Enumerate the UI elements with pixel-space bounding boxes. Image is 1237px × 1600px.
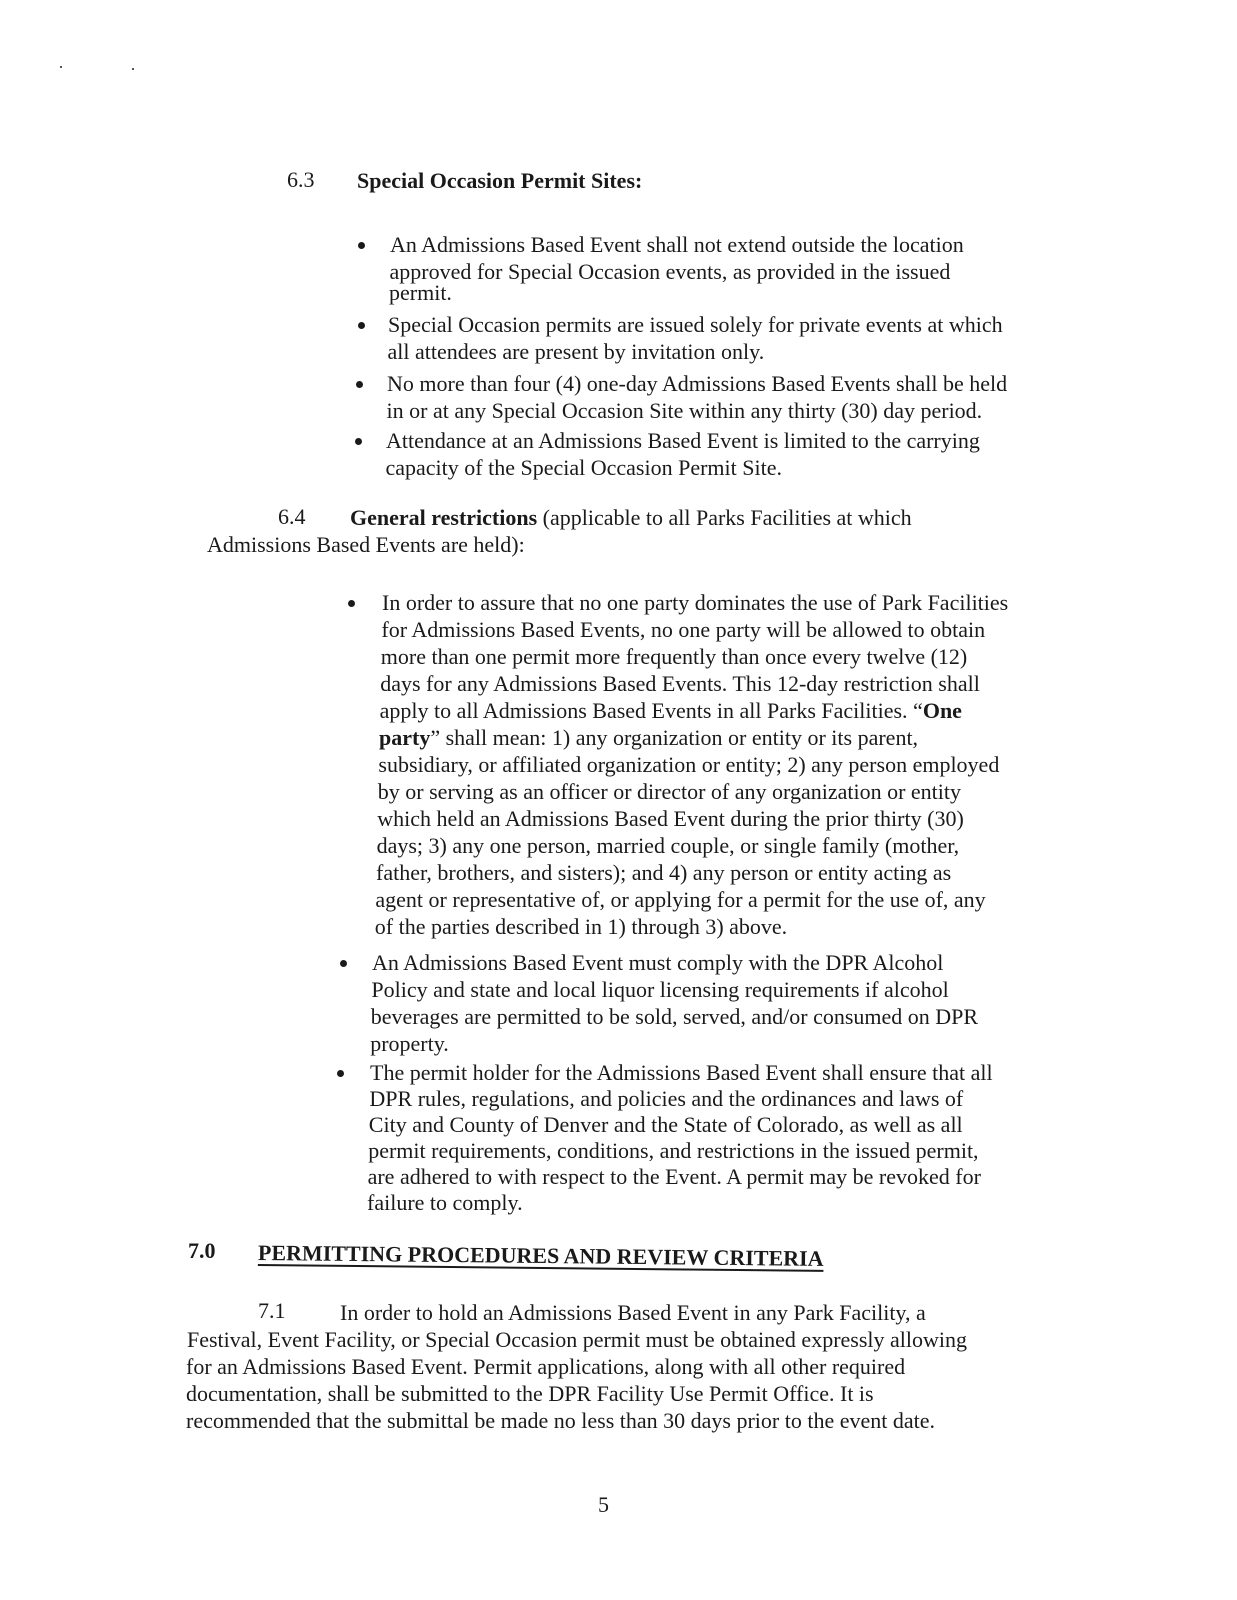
scan-speck [60, 66, 62, 68]
bullet-line: permit requirements, conditions, and restrictions in the issued permit, [368, 1138, 979, 1163]
bullet-line: capacity of the Special Occasion Permit Site. [385, 455, 782, 480]
bullet-line: in or at any Special Occasion Site within any thirty (30) day period. [386, 398, 983, 423]
bullet-line: agent or representative of, or applying for a permit for the use of, any [375, 887, 986, 912]
bullet-icon [358, 322, 365, 329]
bullet-line: In order to assure that no one party dominates the use of Park Facilities [382, 590, 1009, 615]
section-6-4-title: General restrictions [350, 505, 538, 530]
bullet-line: of the parties described in 1) through 3) above. [374, 914, 788, 939]
section-6-4-intro [350, 505, 912, 531]
section-7-0-number: 7.0 [188, 1238, 216, 1263]
section-7-0-title: PERMITTING PROCEDURES AND REVIEW CRITERIA [257, 1240, 824, 1271]
bullet-line: Special Occasion permits are issued solely for private events at which [388, 312, 1003, 337]
paragraph-line: In order to hold an Admissions Based Event in any Park Facility, a [340, 1300, 926, 1325]
bullet-line: failure to comply. [367, 1190, 523, 1215]
bullet-icon [340, 960, 347, 967]
bullet-line: for Admissions Based Events, no one party will be allowed to obtain [381, 617, 986, 642]
paragraph-line: for an Admissions Based Event. Permit applications, along with all other required [186, 1354, 906, 1379]
section-6-3-number: 6.3 [287, 167, 315, 192]
bullet-line: father, brothers, and sisters); and 4) any person or entity acting as [376, 860, 952, 885]
bullet-line: Attendance at an Admissions Based Event is limited to the carrying [386, 428, 980, 453]
section-7-1-number: 7.1 [258, 1298, 286, 1323]
bullet-icon [355, 438, 362, 445]
bullet-line: permit. [389, 280, 452, 305]
paragraph-line: recommended that the submittal be made no less than 30 days prior to the event date. [186, 1408, 936, 1433]
bullet-icon [337, 1070, 344, 1077]
section-6-4-number: 6.4 [278, 504, 306, 529]
bullet-line: City and County of Denver and the State of Colorado, as well as all [368, 1112, 963, 1137]
bullet-line: subsidiary, or affiliated organization or entity; 2) any person employed [378, 752, 1000, 777]
page-number: 5 [598, 1492, 609, 1517]
bullet-line [379, 725, 918, 751]
paragraph-line: documentation, shall be submitted to the DPR Facility Use Permit Office. It is [186, 1381, 874, 1406]
bullet-line: An Admissions Based Event must comply with the DPR Alcohol [372, 950, 944, 975]
bullet-line: are adhered to with respect to the Event. A permit may be revoked for [367, 1164, 981, 1189]
bullet-line: days for any Admissions Based Events. This 12-day restriction shall [380, 671, 980, 696]
bullet-line: DPR rules, regulations, and policies and the ordinances and laws of [369, 1086, 964, 1111]
paragraph-line: Festival, Event Facility, or Special Occasion permit must be obtained expressly allowing [187, 1327, 968, 1352]
bullet-line: An Admissions Based Event shall not extend outside the location [390, 232, 964, 257]
bullet-line: beverages are permitted to be sold, served, and/or consumed on DPR [370, 1004, 979, 1029]
bullet-icon [356, 381, 363, 388]
bullet-line: by or serving as an officer or director of any organization or entity [377, 779, 962, 804]
bullet-line: days; 3) any one person, married couple, or single family (mother, [376, 833, 960, 858]
bullet-line [380, 698, 962, 724]
bullet-line: all attendees are present by invitation only. [387, 339, 765, 364]
scan-speck [132, 68, 134, 70]
line-text: ” shall mean: 1) any organization or entity or its parent, [430, 725, 919, 750]
section-6-4-intro-text: (applicable to all Parks Facilities at which [537, 505, 912, 530]
line-text: apply to all Admissions Based Events in all Parks Facilities. “ [379, 698, 923, 723]
bullet-line: Policy and state and local liquor licensing requirements if alcohol [371, 977, 949, 1002]
bullet-line: property. [370, 1031, 449, 1056]
bullet-line: more than one permit more frequently than once every twelve (12) [380, 644, 968, 669]
bullet-line: No more than four (4) one-day Admissions Based Events shall be held [387, 371, 1008, 396]
bullet-line: which held an Admissions Based Event during the prior thirty (30) [377, 806, 964, 831]
bullet-icon [348, 600, 355, 607]
section-6-3-title: Special Occasion Permit Sites: [357, 168, 643, 193]
defined-term: One [922, 698, 962, 723]
section-6-4-intro-line2: Admissions Based Events are held): [207, 532, 525, 557]
bullet-icon [358, 242, 365, 249]
bullet-line: approved for Special Occasion events, as provided in the issued [389, 259, 951, 284]
defined-term: party [379, 725, 431, 750]
bullet-line: The permit holder for the Admissions Based Event shall ensure that all [370, 1060, 993, 1085]
